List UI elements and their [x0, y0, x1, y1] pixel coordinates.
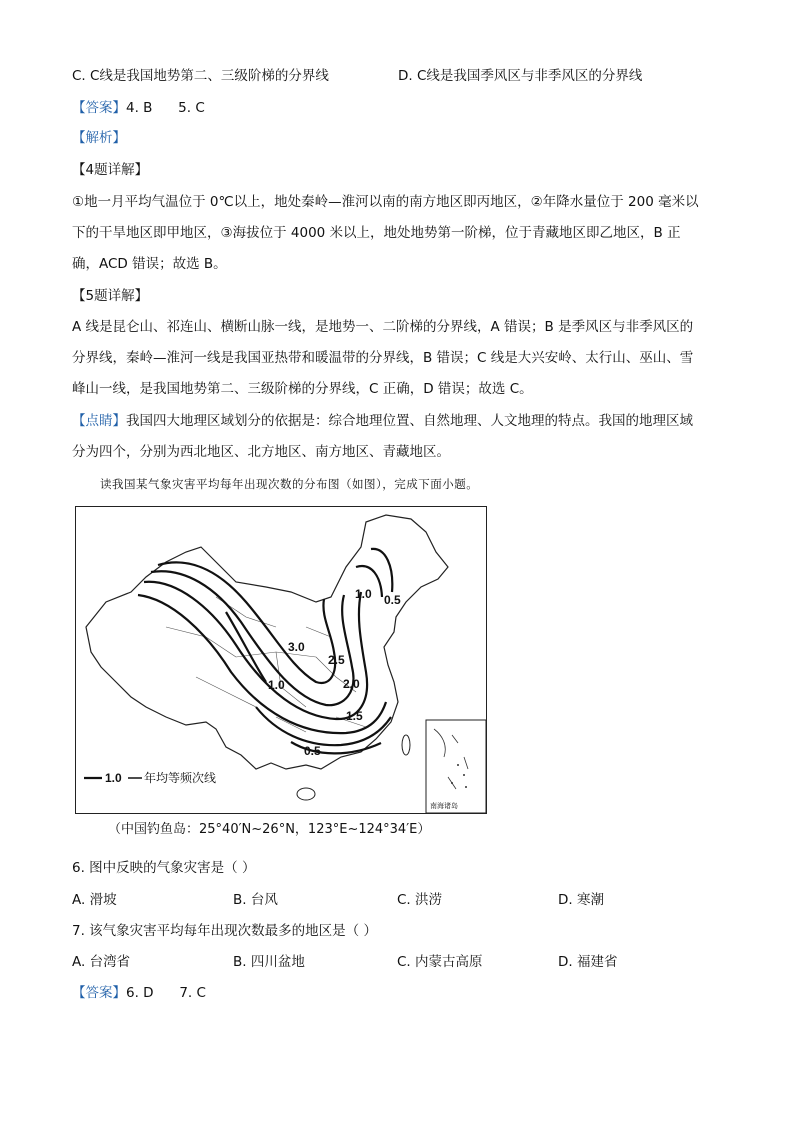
q4-line-1: ①地一月平均气温位于 0℃以上，地处秦岭—淮河以南的南方地区即丙地区，②年降水量位于 200 毫米以	[72, 194, 699, 210]
china-outline	[86, 515, 448, 769]
q4-line-3: 确，ACD 错误；故选 B。	[72, 256, 227, 272]
answer-tag-2: 【答案】	[72, 985, 126, 1001]
map-coordinates: （中国钓鱼岛：25°40′N~26°N，123°E~124°34′E）	[108, 822, 431, 837]
tip-line-1	[72, 411, 693, 431]
answer-text: 4. B 5. C	[126, 100, 205, 116]
q5-line-2: 分界线，秦岭—淮河一线是我国亚热带和暖温带的分界线，B 错误；C 线是大兴安岭、太行山、巫山、雪	[72, 350, 694, 366]
legend-text: 年均等频次线	[144, 771, 217, 785]
q7-option-a: A. 台湾省	[72, 954, 131, 970]
q7-option-d: D. 福建省	[558, 954, 618, 970]
q5-line-1: A 线是昆仑山、祁连山、横断山脉一线，是地势一、二阶梯的分界线，A 错误；B 是季风区与非季风区的	[72, 319, 694, 335]
label-3-0: 3.0	[288, 640, 305, 654]
legend-value: 1.0	[105, 771, 122, 785]
q4-heading: 【4题详解】	[72, 162, 149, 178]
analysis-heading: 【解析】	[72, 130, 126, 146]
label-0-5-south: 0.5	[304, 744, 321, 758]
taiwan-island	[402, 735, 410, 755]
answer-block-1	[72, 98, 205, 118]
hainan-island	[297, 788, 315, 800]
tip-tag: 【点睛】	[72, 413, 126, 429]
q5-line-3: 峰山一线，是我国地势第二、三级阶梯的分界线，C 正确，D 错误；故选 C。	[72, 381, 533, 397]
answer-tag: 【答案】	[72, 100, 126, 116]
label-1-5: 1.5	[346, 709, 363, 723]
q7-option-b: B. 四川盆地	[233, 954, 305, 970]
option-c: C. C线是我国地势第二、三级阶梯的分界线	[72, 68, 329, 84]
inset-label: 南海诸岛	[430, 802, 458, 810]
label-1-0-west: 1.0	[268, 678, 285, 692]
q7-option-c: C. 内蒙古高原	[397, 954, 483, 970]
q6-option-d: D. 寒潮	[558, 892, 604, 908]
disaster-frequency-map	[75, 506, 487, 814]
label-1-0-northeast: 1.0	[355, 587, 372, 601]
map-intro: 读我国某气象灾害平均每年出现次数的分布图（如图），完成下面小题。	[100, 477, 479, 491]
option-d: D. C线是我国季风区与非季风区的分界线	[398, 68, 643, 84]
q7-stem: 7. 该气象灾害平均每年出现次数最多的地区是（ ）	[72, 923, 377, 939]
q6-stem: 6. 图中反映的气象灾害是（ ）	[72, 860, 256, 876]
answer-text-2: 6. D 7. C	[126, 985, 206, 1001]
isoline-0-5	[291, 549, 392, 754]
map-svg	[76, 507, 486, 813]
label-2-5: 2.5	[328, 653, 345, 667]
south-sea-inset	[426, 720, 486, 813]
q6-option-b: B. 台风	[233, 892, 278, 908]
q6-option-a: A. 滑坡	[72, 892, 117, 908]
label-0-5-northeast: 0.5	[384, 593, 401, 607]
label-2-0: 2.0	[343, 677, 360, 691]
tip-line-2: 分为四个，分别为西北地区、北方地区、南方地区、青藏地区。	[72, 444, 450, 460]
tip-text-1: 我国四大地理区域划分的依据是：综合地理位置、自然地理、人文地理的特点。我国的地理区域	[126, 413, 693, 429]
isoline-3-0	[158, 562, 335, 683]
q4-line-2: 下的干旱地区即甲地区，③海拔位于 4000 米以上，地处地势第一阶梯，位于青藏地区即乙地区，B 正	[72, 225, 681, 241]
answer-block-2	[72, 983, 206, 1003]
q6-option-c: C. 洪涝	[397, 892, 443, 908]
q5-heading: 【5题详解】	[72, 288, 149, 304]
